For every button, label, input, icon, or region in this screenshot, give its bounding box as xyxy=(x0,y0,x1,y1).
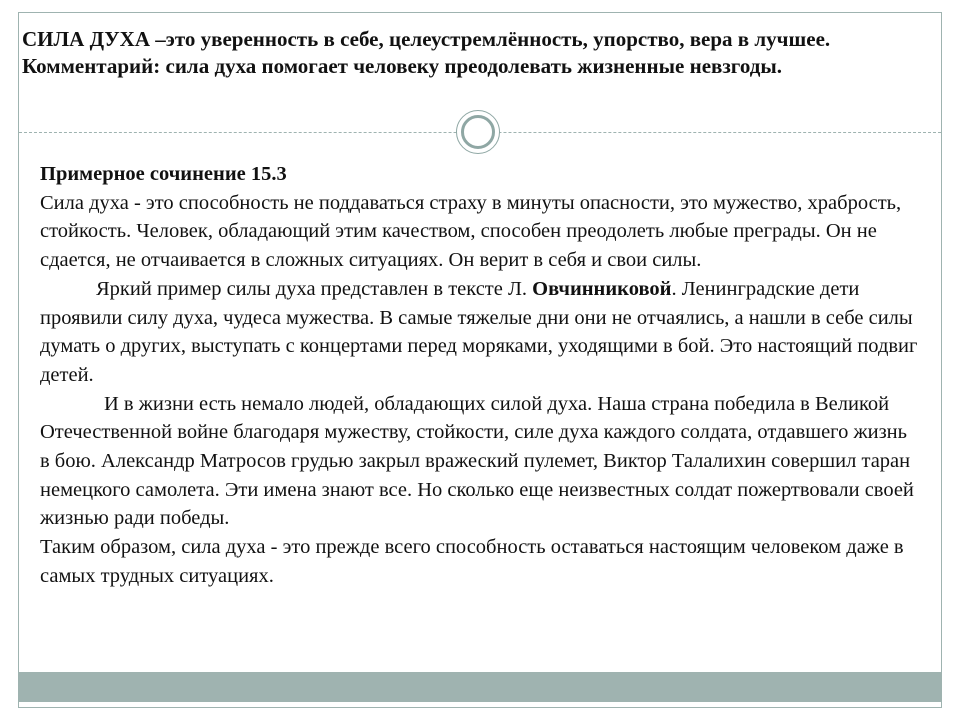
comment-text: Комментарий: сила духа помогает человеку преодолевать жизненные невзгоды. xyxy=(22,54,782,78)
essay-paragraph-2 xyxy=(40,275,920,390)
paragraph-2-start: Яркий пример силы духа представлен в тексте Л. xyxy=(96,277,533,300)
essay-paragraph-3: И в жизни есть немало людей, обладающих силой духа. Наша страна победила в Великой Отечественной войне благодаря мужеству, стойкости, силе духа каждого солдата, отдавшего жизнь в бою. Александр Матросов грудью закрыл вражеский пулемет, Виктор Талалихин совершил таран немецкого самолета. Эти имена знают все. Но сколько еще неизвестных солдат пожертвовали своей жизнью ради победы. xyxy=(40,392,914,530)
essay-paragraph-4: Таким образом, сила духа - это прежде всего способность оставаться настоящим человеком даже в самых трудных ситуациях. xyxy=(40,536,904,587)
essay-body xyxy=(40,160,920,591)
paragraph-2-end: . Ленинградские дети проявили силу духа, чудеса мужества. В самые тяжелые дни они не отчаялись, а нашли в себе силы думать о других, выступать с концертами перед моряками, уходящими в бой. Это настоящий подвиг детей. xyxy=(40,277,918,386)
essay-paragraph-1: Сила духа - это способность не поддаваться страху в минуты опасности, это мужество, храбрость, стойкость. Человек, обладающий этим качеством, способен преодолеть любые преграды. Он не сдается, не отчаивается в сложных ситуациях. Он верит в себя и свои силы. xyxy=(40,191,902,272)
circle-ornament-icon xyxy=(456,110,500,154)
definition-block xyxy=(22,26,922,80)
author-name: Овчинниковой xyxy=(532,277,672,300)
essay-title: Примерное сочинение 15.3 xyxy=(40,163,287,185)
footer-bar xyxy=(19,672,941,702)
definition-text: СИЛА ДУХА –это уверенность в себе, целеустремлённость, упорство, вера в лучшее. xyxy=(22,27,831,51)
